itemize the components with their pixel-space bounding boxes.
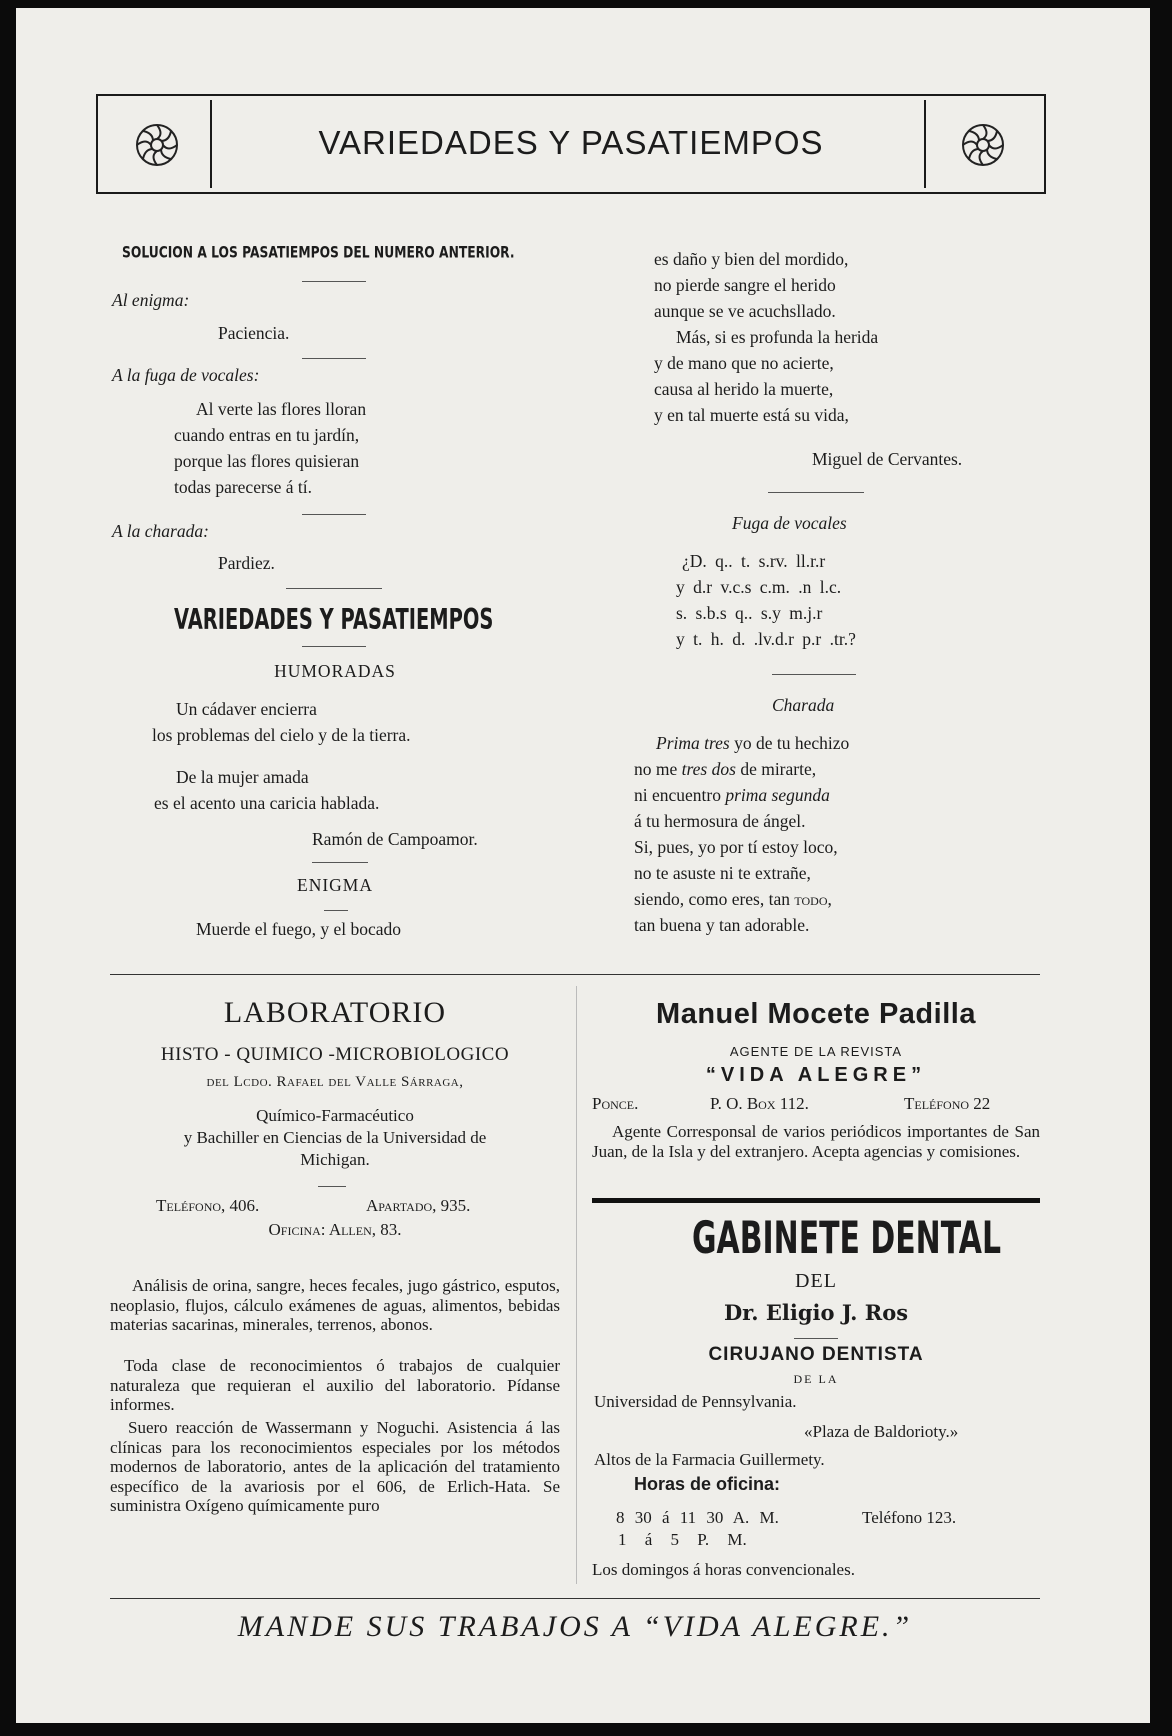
humoradas-title: HUMORADAS — [274, 661, 396, 681]
enigma-line: no pierde sangre el herido — [654, 275, 836, 295]
enigma-line: Más, si es profunda la herida — [676, 327, 879, 347]
variedades-heading: VARIEDADES Y PASATIEMPOS — [174, 604, 494, 637]
gabinete-horas: 1 á 5 P. M. — [618, 1530, 747, 1549]
fuga-line: Al verte las flores lloran — [196, 399, 367, 419]
charada-label: A la charada: — [112, 521, 209, 541]
divider — [768, 492, 864, 493]
charada-line: no me tres dos de mirarte, — [634, 759, 817, 779]
column-divider — [576, 986, 577, 1584]
charada-title: Charada — [772, 695, 835, 715]
enigma-title: ENIGMA — [297, 875, 373, 895]
gabinete-title: GABINETE DENTAL — [692, 1212, 1002, 1265]
footer-slogan: MANDE SUS TRABAJOS A “VIDA ALEGRE.” — [237, 1610, 913, 1643]
divider — [312, 862, 368, 863]
divider — [302, 514, 366, 515]
solucion-heading: SOLUCION A LOS PASATIEMPOS DEL NUMERO ANTERIOR. — [122, 243, 515, 262]
charada-line: Si, pues, yo por tí estoy loco, — [634, 837, 838, 857]
gabinete-de-la: DE LA — [793, 1372, 839, 1386]
fuga-line: s. s.b.s q.. s.y m.j.r — [676, 603, 823, 623]
mocete-box: P. O. Box 112. — [710, 1094, 809, 1113]
divider — [286, 588, 382, 589]
laboratorio-apartado: Apartado, 935. — [366, 1196, 471, 1215]
gabinete-plaza: «Plaza de Baldorioty.» — [804, 1422, 959, 1441]
gabinete-altos: Altos de la Farmacia Guillermety. — [594, 1450, 825, 1469]
laboratorio-role: Michigan. — [300, 1150, 370, 1169]
fuga-line: todas parecerse á tí. — [174, 477, 312, 497]
humoradas-author: Ramón de Campoamor. — [312, 829, 478, 849]
laboratorio-role: Químico-Farmacéutico — [256, 1106, 414, 1125]
divider — [772, 674, 856, 675]
mocete-city: Ponce. — [592, 1094, 639, 1113]
humorada-line: es el acento una caricia hablada. — [154, 793, 380, 813]
laboratorio-oficina: Oficina: Allen, 83. — [268, 1220, 402, 1239]
humorada-line: Un cádaver encierra — [176, 699, 317, 719]
fuga-line: porque las flores quisieran — [174, 451, 360, 471]
charada-line: á tu hermosura de ángel. — [634, 811, 806, 831]
gabinete-cirujano: CIRUJANO DENTISTA — [708, 1344, 924, 1365]
gabinete-del: DEL — [795, 1270, 837, 1292]
enigma-line: Muerde el fuego, y el bocado — [196, 919, 402, 939]
divider — [302, 358, 366, 359]
laboratorio-telefono: Teléfono, 406. — [156, 1196, 260, 1215]
gabinete-universidad: Universidad de Pennsylvania. — [594, 1392, 797, 1411]
enigma-line: es daño y bien del mordido, — [654, 249, 849, 269]
fuga-line: y t. h. d. .lv.d.r p.r .tr.? — [676, 629, 856, 649]
divider — [302, 646, 366, 647]
header-box — [96, 94, 1046, 194]
charada-line: no te asuste ni te extrañe, — [634, 863, 811, 883]
laboratorio-title: LABORATORIO — [223, 996, 447, 1029]
laboratorio-role: y Bachiller en Ciencias de la Universidad de — [183, 1128, 487, 1147]
enigma-line: y de mano que no acierte, — [654, 353, 834, 373]
mocete-agent: AGENTE DE LA REVISTA — [729, 1044, 903, 1059]
fuga-title: Fuga de vocales — [732, 513, 847, 533]
divider — [318, 1186, 346, 1187]
ad-divider — [592, 1198, 1040, 1203]
enigma-line: aunque se ve acuchsllado. — [654, 301, 836, 321]
section-divider — [110, 1598, 1040, 1599]
gabinete-horas: 8 30 á 11 30 A. M. — [616, 1508, 779, 1527]
charada-line: siendo, como eres, tan todo, — [634, 889, 832, 909]
charada-answer: Pardiez. — [218, 553, 275, 573]
humorada-line: los problemas del cielo y de la tierra. — [152, 725, 411, 745]
enigma-line: y en tal muerte está su vida, — [654, 405, 849, 425]
fuga-label: A la fuga de vocales: — [112, 365, 260, 385]
laboratorio-paragraph: Toda clase de reconocimientos ó trabajos de cualquier naturaleza que requieran el auxilio del laboratorio. Pídanse informes. — [110, 1356, 560, 1414]
divider — [302, 281, 366, 282]
laboratorio-subtitle: HISTO - QUIMICO -MICROBIOLOGICO — [160, 1044, 510, 1065]
gabinete-telefono: Teléfono 123. — [862, 1508, 957, 1527]
enigma-line: causa al herido la muerte, — [654, 379, 834, 399]
divider — [794, 1338, 838, 1339]
fuga-line: ¿D. q.. t. s.rv. ll.r.r — [682, 551, 826, 571]
mocete-description: Agente Corresponsal de varios periódicos importantes de San Juan, de la Isla y del extranjero. Acepta agencias y comisiones. — [592, 1122, 1040, 1161]
charada-line: Prima tres yo de tu hechizo — [656, 733, 850, 753]
laboratorio-owner: del Lcdo. Rafael del Valle Sárraga, — [206, 1074, 464, 1090]
laboratorio-paragraph: Análisis de orina, sangre, heces fecales, jugo gástrico, esputos, neoplasio, flujos, cálculo exámenes de aguas, alimentos, bebidas materias sacarinas, minerales, terrenos, abonos. — [110, 1276, 560, 1334]
enigma-author: Miguel de Cervantes. — [812, 449, 963, 469]
humorada-line: De la mujer amada — [176, 767, 309, 787]
fuga-line: y d.r v.c.s c.m. .n l.c. — [676, 577, 842, 597]
gabinete-horas-label: Horas de oficina: — [634, 1474, 781, 1494]
mocete-tel: Teléfono 22 — [904, 1094, 991, 1113]
page-title: VARIEDADES Y PASATIEMPOS — [318, 124, 824, 161]
gabinete-domingos: Los domingos á horas convencionales. — [592, 1560, 855, 1579]
mocete-name: Manuel Mocete Padilla — [656, 998, 976, 1030]
section-divider — [110, 974, 1040, 975]
charada-line: tan buena y tan adorable. — [634, 915, 810, 935]
divider — [324, 910, 348, 911]
gabinete-doctor: Dr. Eligio J. Ros — [723, 1300, 909, 1325]
enigma-answer: Paciencia. — [218, 323, 290, 343]
laboratorio-paragraph: Suero reacción de Wassermann y Noguchi. Asistencia á las clínicas para los reconocimientos especiales por los métodos modernos de laboratorio, antes de la aplicación del tratamiento específico de la avariosis por el 606, de Erlich-Hata. Se suministra Oxígeno químicamente puro — [110, 1418, 560, 1515]
fuga-line: cuando entras en tu jardín, — [174, 425, 360, 445]
charada-line: ni encuentro prima segunda — [634, 785, 830, 805]
enigma-label: Al enigma: — [112, 290, 190, 310]
mocete-revista: “VIDA ALEGRE” — [705, 1064, 927, 1086]
